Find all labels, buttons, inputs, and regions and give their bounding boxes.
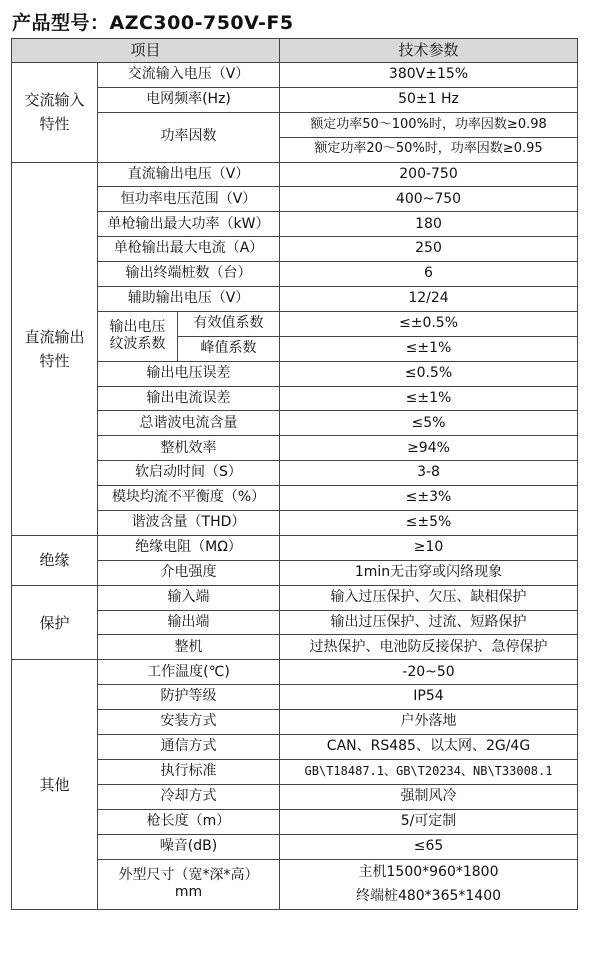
row-label: 峰值系数 <box>178 336 280 361</box>
category-protection: 保护 <box>12 585 98 660</box>
spec-table <box>11 38 578 910</box>
category-insulation: 绝缘 <box>12 535 98 585</box>
category-dc: 直流输出 特性 <box>12 162 98 535</box>
row-value: 额定功率50～100%时，功率因数≥0.98 <box>280 112 578 137</box>
row-value: IP54 <box>280 685 578 710</box>
row-value: 1min无击穿或闪络现象 <box>280 560 578 585</box>
row-label: 有效值系数 <box>178 311 280 336</box>
row-value: ≤±1% <box>280 386 578 411</box>
row-label: 输出电压误差 <box>98 361 280 386</box>
row-label: 电网频率(Hz) <box>98 87 280 112</box>
row-label: 工作温度(℃) <box>98 660 280 685</box>
row-label: 安装方式 <box>98 710 280 735</box>
row-value: ≤65 <box>280 834 578 859</box>
row-value: CAN、RS485、以太网、2G/4G <box>280 735 578 760</box>
row-value: 250 <box>280 237 578 262</box>
row-value: 400~750 <box>280 187 578 212</box>
table-row <box>12 63 578 88</box>
row-value: 3-8 <box>280 461 578 486</box>
dimension-line: 主机1500*960*1800 <box>358 863 499 880</box>
row-value: 输出过压保护、过流、短路保护 <box>280 610 578 635</box>
row-value: -20~50 <box>280 660 578 685</box>
row-label: 防护等级 <box>98 685 280 710</box>
row-label: 执行标准 <box>98 759 280 784</box>
row-value: 强制风冷 <box>280 784 578 809</box>
table-row <box>12 162 578 187</box>
row-value: 12/24 <box>280 287 578 312</box>
row-label: 输出端 <box>98 610 280 635</box>
row-label: 功率因数 <box>98 112 280 162</box>
row-label: 整机 <box>98 635 280 660</box>
row-value: 额定功率20～50%时，功率因数≥0.95 <box>280 137 578 162</box>
row-label: 单枪输出最大电流（A） <box>98 237 280 262</box>
category-other: 其他 <box>12 660 98 910</box>
row-label: 谐波含量（THD） <box>98 511 280 536</box>
table-header-row <box>12 39 578 63</box>
row-value: 180 <box>280 212 578 237</box>
row-label: 介电强度 <box>98 560 280 585</box>
row-label: 直流输出电压（V） <box>98 162 280 187</box>
row-value: 户外落地 <box>280 710 578 735</box>
row-label: 输出终端桩数（台） <box>98 262 280 287</box>
row-value: 200-750 <box>280 162 578 187</box>
header-item: 项目 <box>12 39 280 63</box>
dimension-line: 终端桩480*365*1400 <box>355 888 502 905</box>
header-params: 技术参数 <box>280 39 578 63</box>
row-value: 过热保护、电池防反接保护、急停保护 <box>280 635 578 660</box>
table-row <box>12 585 578 610</box>
table-row <box>12 535 578 560</box>
row-label: 恒功率电压范围（V） <box>98 187 280 212</box>
row-value: 380V±15% <box>280 63 578 88</box>
row-label: 冷却方式 <box>98 784 280 809</box>
table-row <box>12 660 578 685</box>
row-label: 输出电流误差 <box>98 386 280 411</box>
row-label: 绝缘电阻（MΩ） <box>98 535 280 560</box>
row-value: ≤±3% <box>280 486 578 511</box>
row-label: 交流输入电压（V） <box>98 63 280 88</box>
page-title: 产品型号：AZC300-750V-F5 <box>12 12 294 34</box>
category-ac: 交流输入 特性 <box>12 63 98 163</box>
row-value: ≤±0.5% <box>280 311 578 336</box>
row-label: 整机效率 <box>98 436 280 461</box>
row-label: 软启动时间（S） <box>98 461 280 486</box>
row-value: ≥94% <box>280 436 578 461</box>
row-value: 5/可定制 <box>280 809 578 834</box>
row-value: GB\T18487.1、GB\T20234、NB\T33008.1 <box>280 759 578 784</box>
row-value <box>280 859 578 910</box>
row-value: 6 <box>280 262 578 287</box>
row-label: 噪音(dB) <box>98 834 280 859</box>
row-label: 模块均流不平衡度（%） <box>98 486 280 511</box>
row-value: ≤5% <box>280 411 578 436</box>
row-label: 通信方式 <box>98 735 280 760</box>
row-label: 输入端 <box>98 585 280 610</box>
row-label: 外型尺寸（宽*深*高） mm <box>98 859 280 910</box>
row-value: ≤±1% <box>280 336 578 361</box>
row-value: ≤0.5% <box>280 361 578 386</box>
row-label: 枪长度（m） <box>98 809 280 834</box>
row-label: 辅助输出电压（V） <box>98 287 280 312</box>
row-value: ≤±5% <box>280 511 578 536</box>
row-value: 50±1 Hz <box>280 87 578 112</box>
row-value: 输入过压保护、欠压、缺相保护 <box>280 585 578 610</box>
row-value: ≥10 <box>280 535 578 560</box>
row-label: 总谐波电流含量 <box>98 411 280 436</box>
ripple-label: 输出电压 纹波系数 <box>98 311 178 361</box>
row-label: 单枪输出最大功率（kW） <box>98 212 280 237</box>
